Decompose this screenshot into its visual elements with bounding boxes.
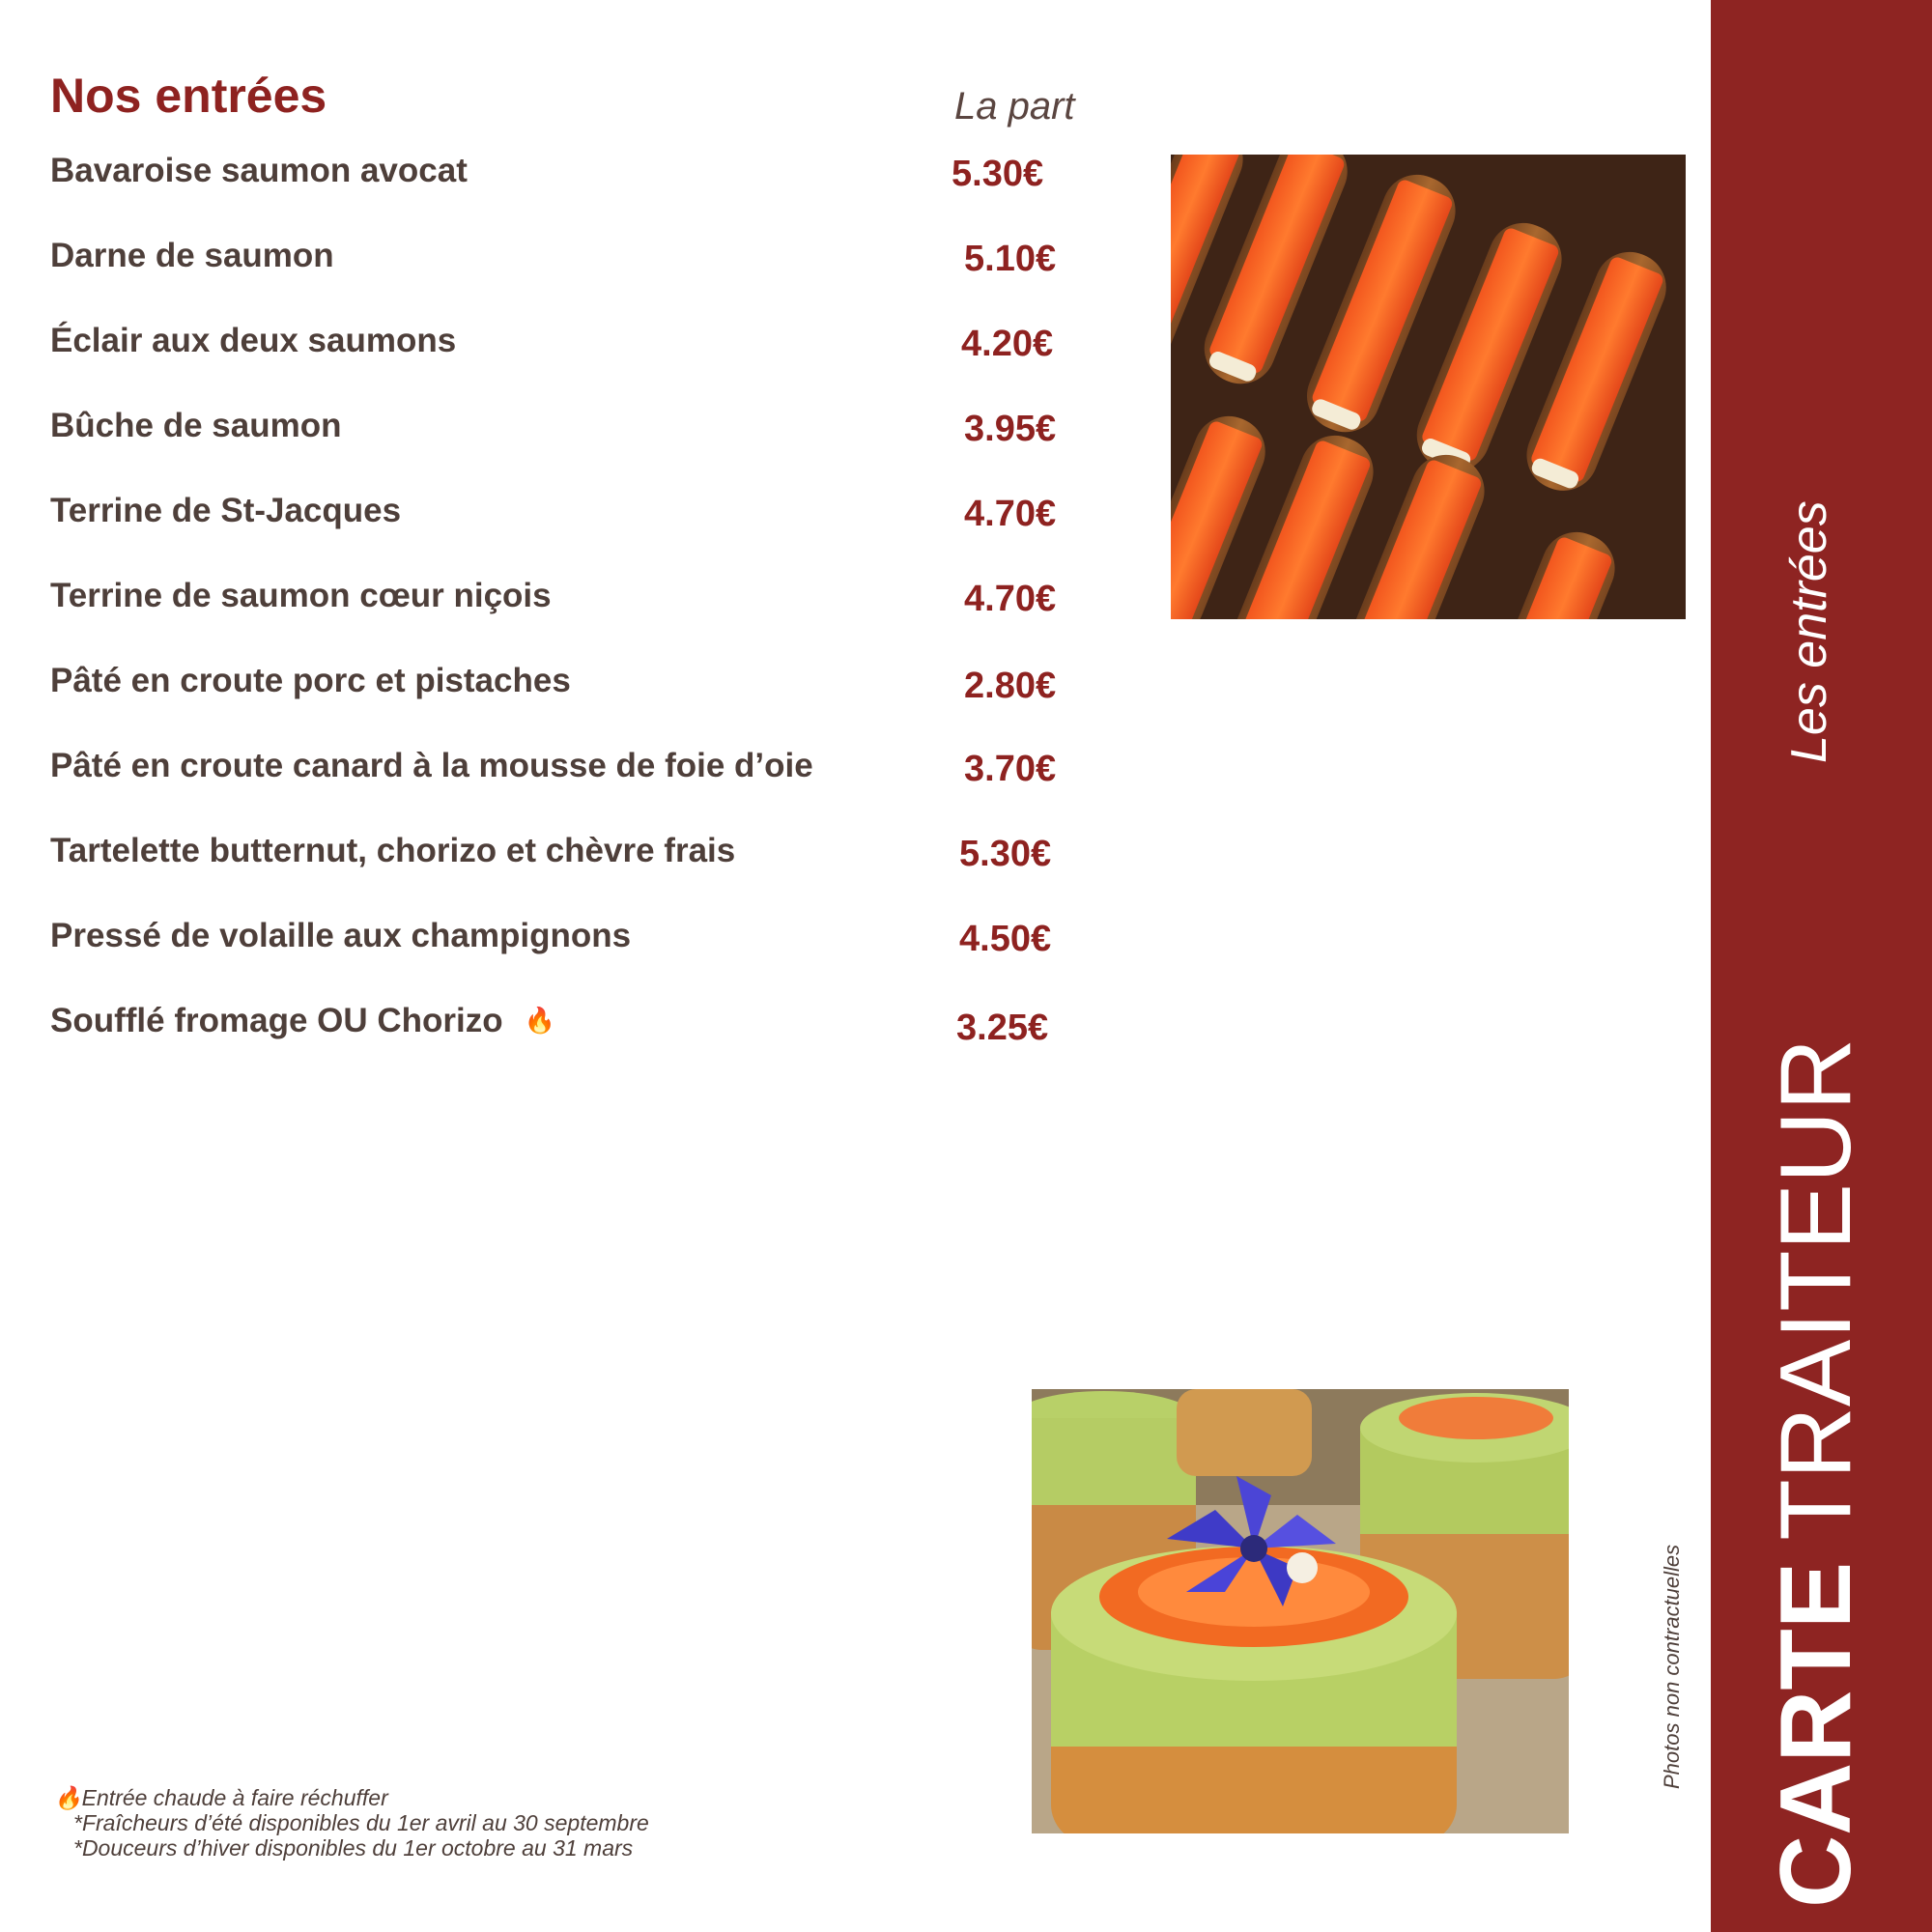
menu-item bbox=[0, 747, 1121, 805]
menu-item bbox=[0, 662, 1121, 720]
bavaroise-photo bbox=[1032, 1389, 1569, 1833]
menu-item bbox=[0, 492, 1121, 550]
fire-icon: 🔥 bbox=[524, 1006, 555, 1035]
salmon-eclairs-photo bbox=[1171, 155, 1686, 619]
footnote-hot bbox=[54, 1785, 649, 1810]
footnote-winter: *Douceurs d’hiver disponibles du 1er octobre au 31 mars bbox=[73, 1835, 634, 1861]
menu-item bbox=[0, 237, 1121, 295]
menu-item bbox=[0, 832, 1121, 890]
menu-item-price: 4.20€ bbox=[961, 324, 1054, 364]
menu-item-name: Terrine de saumon cœur niçois bbox=[50, 577, 552, 614]
footnote-hot-text: Entrée chaude à faire réchuffer bbox=[81, 1785, 388, 1810]
menu-item-price: 3.70€ bbox=[964, 749, 1057, 789]
menu-item-name: Éclair aux deux saumons bbox=[50, 322, 457, 359]
menu-item bbox=[0, 1002, 1121, 1060]
menu-item bbox=[0, 577, 1121, 635]
menu-item-price: 3.25€ bbox=[956, 1008, 1049, 1048]
menu-item-name: Terrine de St-Jacques bbox=[50, 492, 402, 529]
menu-item-price: 4.50€ bbox=[959, 919, 1052, 959]
price-column-header: La part bbox=[954, 85, 1075, 128]
menu-item-label: Soufflé fromage OU Chorizo bbox=[50, 1002, 503, 1039]
menu-item-price: 5.30€ bbox=[959, 834, 1052, 874]
menu-item-name: Pressé de volaille aux champignons bbox=[50, 917, 632, 954]
menu-item-name: Darne de saumon bbox=[50, 237, 334, 274]
menu-item-price: 4.70€ bbox=[964, 579, 1057, 619]
menu-item-price: 5.30€ bbox=[952, 154, 1044, 194]
footnote-summer: *Fraîcheurs d’été disponibles du 1er avril au 30 septembre bbox=[73, 1810, 649, 1835]
menu-item bbox=[0, 152, 1121, 210]
menu-item-name: Bavaroise saumon avocat bbox=[50, 152, 468, 189]
menu-item bbox=[0, 407, 1121, 465]
menu-item-name: Tartelette butternut, chorizo et chèvre frais bbox=[50, 832, 736, 869]
menu-item-price: 4.70€ bbox=[964, 494, 1057, 534]
brand-title bbox=[1760, 1037, 1872, 1908]
menu-item bbox=[0, 322, 1121, 380]
menu-item-price: 3.95€ bbox=[964, 409, 1057, 449]
photo-disclaimer: Photos non contractuelles bbox=[1660, 1544, 1684, 1789]
menu-item bbox=[0, 917, 1121, 975]
page-title: Nos entrées bbox=[50, 69, 327, 123]
menu-item-name bbox=[50, 1002, 555, 1040]
brand-title-bold: CARTE bbox=[1760, 1561, 1872, 1908]
section-subtitle: Les entrées bbox=[1781, 500, 1837, 763]
menu-item-price: 5.10€ bbox=[964, 239, 1057, 279]
menu-item-name: Pâté en croute canard à la mousse de foie d’oie bbox=[50, 747, 813, 784]
footnotes bbox=[54, 1785, 649, 1861]
fire-icon: 🔥 bbox=[54, 1785, 82, 1810]
menu-item-name: Pâté en croute porc et pistaches bbox=[50, 662, 571, 699]
brand-title-light: TRAITEUR bbox=[1760, 1037, 1872, 1541]
menu-item-name: Bûche de saumon bbox=[50, 407, 342, 444]
menu-item-price: 2.80€ bbox=[964, 666, 1057, 706]
